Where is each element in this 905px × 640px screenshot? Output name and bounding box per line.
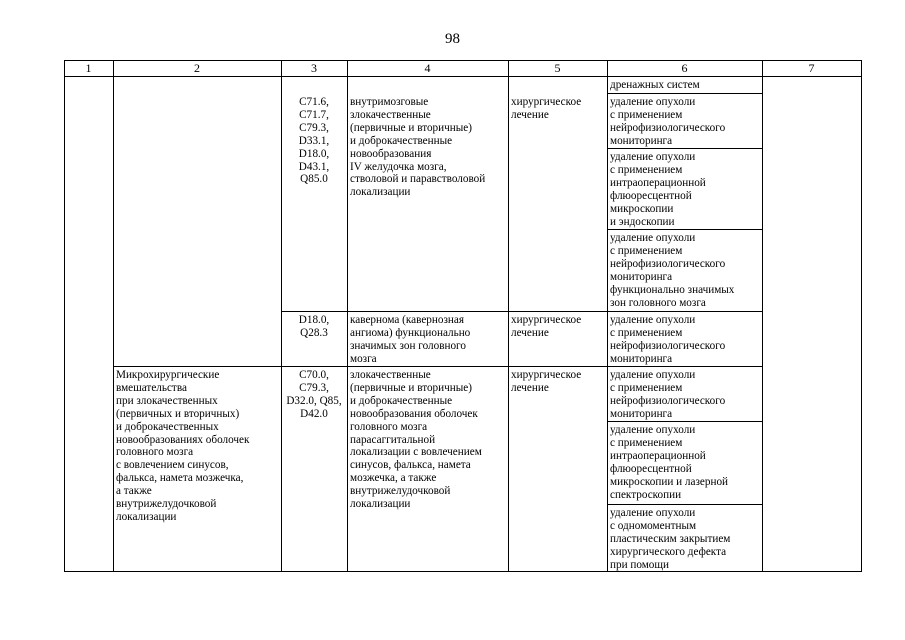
treatment-type-group1: хирургическое лечение xyxy=(511,96,582,121)
header-col-3: 3 xyxy=(311,61,317,75)
method-group2-1: удаление опухоли с применением нейрофизиологического мониторинга xyxy=(610,314,726,365)
column-border xyxy=(508,60,509,572)
row-divider xyxy=(607,229,762,230)
icd-codes-group1: C71.6, C71.7, C79.3, D33.1, D18.0, D43.1, Q85.0 xyxy=(298,96,330,186)
intervention-name-group3: Микрохирургические вмешательства при злокачественных (первичных и вторичных) и доброкачественных новообразованиях оболочек головного мозга с вовлечением синусов, фалькса, намета мозжечка, а также внутрижелудочковой локализации xyxy=(116,369,250,523)
method-group3-1: удаление опухоли с применением нейрофизиологического мониторинга xyxy=(610,369,726,420)
method-group1-3: удаление опухоли с применением нейрофизиологического мониторинга функционально значимых зон головного мозга xyxy=(610,232,735,309)
treatment-type-group3: хирургическое лечение xyxy=(511,369,582,394)
method-group1-1: удаление опухоли с применением нейрофизиологического мониторинга xyxy=(610,96,726,147)
method-group3-3: удаление опухоли с одномоментным пластическим закрытием хирургического дефекта при помощи xyxy=(610,507,731,571)
column-border xyxy=(607,60,608,572)
row-divider xyxy=(281,311,762,312)
column-border xyxy=(113,60,114,572)
patient-model-group2: кавернома (кавернозная ангиома) функционально значимых зон головного мозга xyxy=(350,314,471,365)
row-divider xyxy=(113,366,762,367)
method-group1-2: удаление опухоли с применением интраоперационной флюоресцентной микроскопии и эндоскопии xyxy=(610,151,706,228)
icd-codes-group3: C70.0, C79.3, D32.0, Q85, D42.0 xyxy=(286,369,342,420)
method-carryover: дренажных систем xyxy=(610,79,700,91)
row-divider xyxy=(607,148,762,149)
header-col-1: 1 xyxy=(85,61,92,75)
header-col-2: 2 xyxy=(194,61,200,75)
column-border xyxy=(762,60,763,572)
column-border xyxy=(861,60,862,572)
treatment-type-group2: хирургическое лечение xyxy=(511,314,582,339)
row-divider xyxy=(607,504,762,505)
row-divider xyxy=(607,93,762,94)
header-col-5: 5 xyxy=(554,61,561,75)
column-border xyxy=(347,60,348,572)
icd-codes-group2: D18.0, Q28.3 xyxy=(298,314,330,339)
page-number: 98 xyxy=(445,31,460,47)
patient-model-group3: злокачественные (первичные и вторичные) и доброкачественные новообразования оболочек головного мозга парасаггитальной локализации с вовлечением синусов, фалькса, намета мозжечка, а также внутрижелудочковой локализации xyxy=(350,369,482,511)
header-col-7: 7 xyxy=(808,61,815,75)
header-bottom-border xyxy=(64,76,861,77)
patient-model-group1: внутримозговые злокачественные (первичные и вторичные) и доброкачественные новообразования IV желудочка мозга, стволовой и паравстволовой локализации xyxy=(350,96,486,199)
column-border xyxy=(64,60,65,572)
header-col-4: 4 xyxy=(424,61,431,75)
header-col-6: 6 xyxy=(681,61,688,75)
row-divider xyxy=(607,421,762,422)
table-top-border xyxy=(64,60,861,61)
method-group3-2: удаление опухоли с применением интраоперационной флюоресцентной микроскопии и лазерной спектроскопии xyxy=(610,424,729,501)
table-bottom-border xyxy=(64,571,861,572)
